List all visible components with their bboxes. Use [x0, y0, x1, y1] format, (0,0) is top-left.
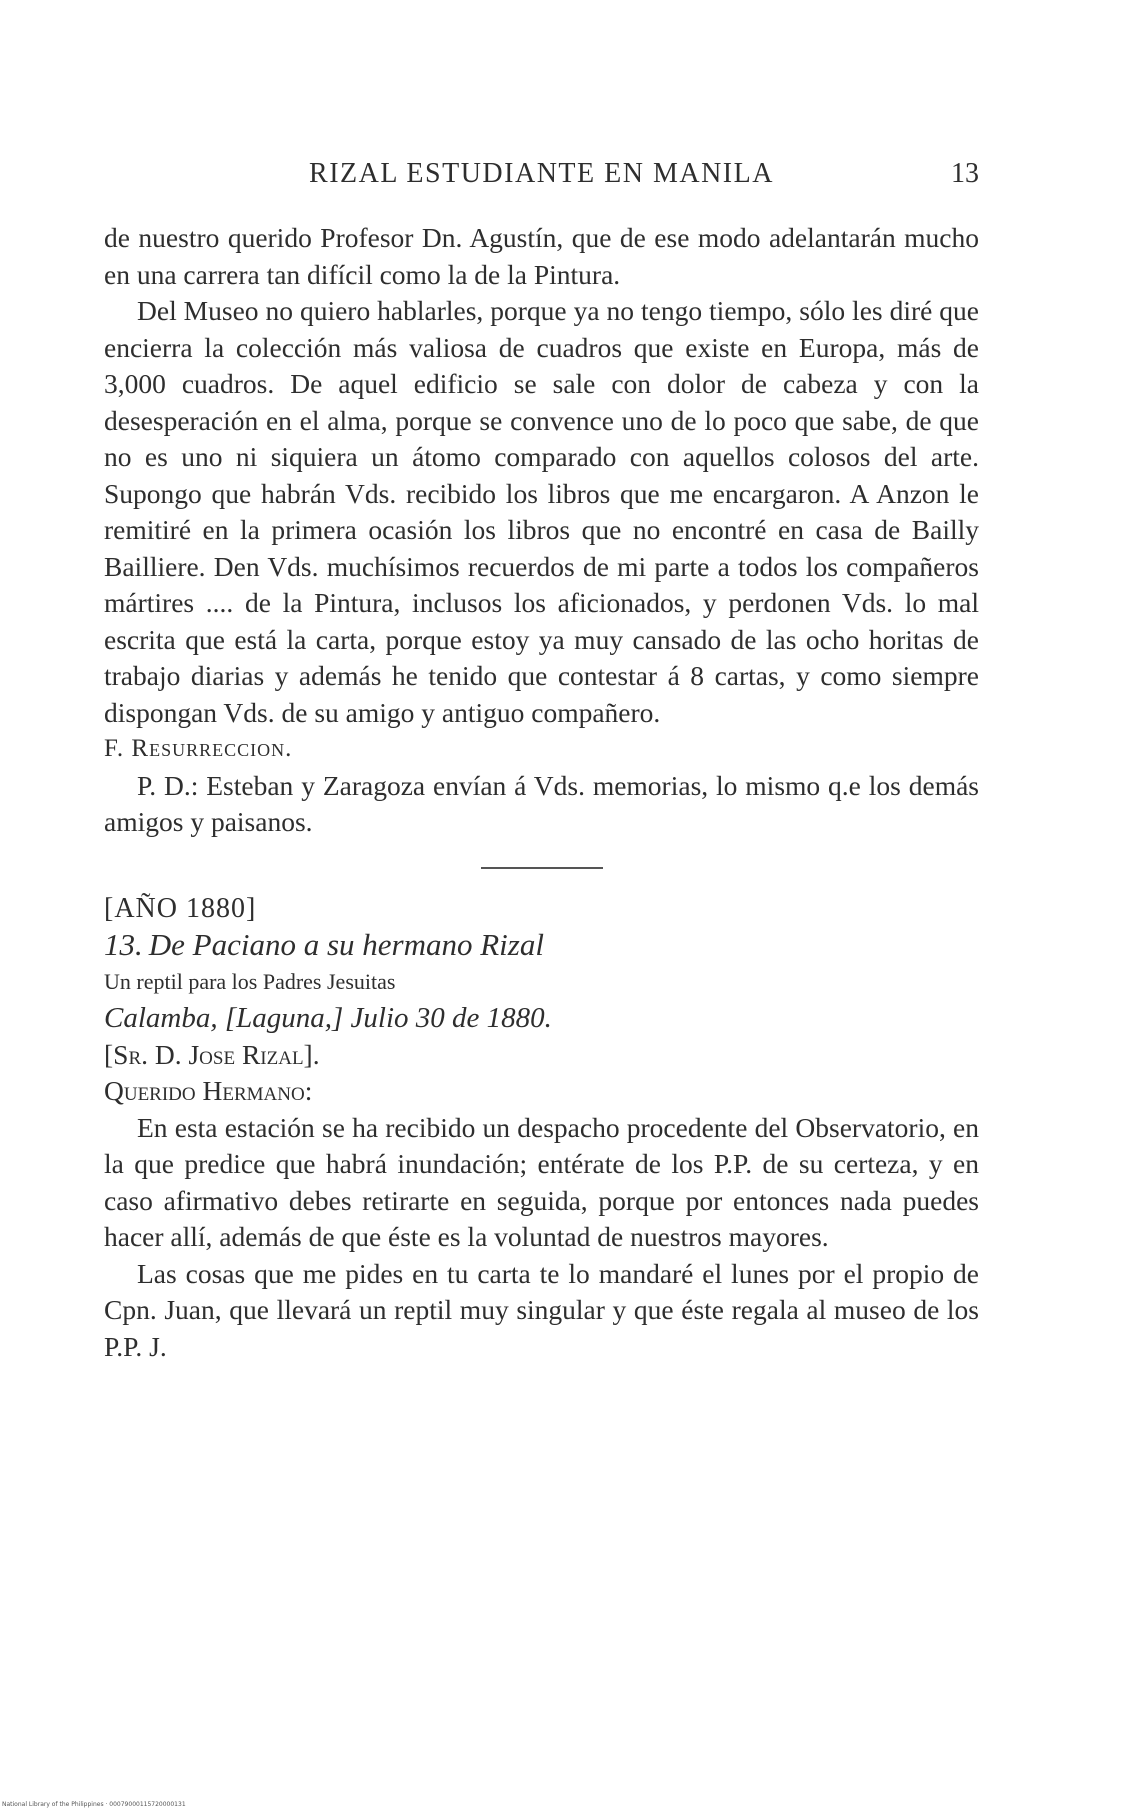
salutation: Querido Hermano: — [104, 1075, 313, 1106]
page-number: 13 — [951, 158, 979, 189]
letter-12-paragraph-2: Del Museo no quiero hablarles, porque ya no tengo tiempo, sólo les diré que encierra la colección más valiosa de cuadros que existe en Europa, más de 3,000 cuadros. De aquel edificio se sale con dolor de cabeza y con la desesperación en el alma, porque se convence uno de lo poco que sabe, de que no es uno ni siquiera un átomo comparado con aquellos colosos del arte. Supongo que habrán Vds. recibido los libros que me encargaron. A Anzon le remitiré en la primera ocasión los libros que no encontré en casa de Bailly Bailliere. Den Vds. muchísimos recuerdos de mi parte a todos los compañeros mártires .... de la Pintura, inclusos los aficionados, y perdonen Vds. lo mal escrita que está la carta, porque estoy ya muy cansado de las ocho horitas de trabajo diarias y además he tenido que contestar á 8 cartas, y como siempre dispongan Vds. de su amigo y antiguo compañero. — [104, 295, 979, 728]
year-heading: [AÑO 1880] — [104, 892, 257, 924]
body-text — [104, 220, 979, 1365]
footer-credit: National Library of the Philippines · 00079000115720000131 — [2, 1801, 186, 1808]
signature: F. Resurreccion. — [104, 735, 293, 762]
letter-subtitle: Un reptil para los Padres Jesuitas — [104, 968, 396, 994]
letter-title-text: De Paciano a su hermano Rizal — [148, 927, 544, 962]
recipient: [Sr. D. Jose Rizal]. — [104, 1038, 320, 1070]
postscript: P. D.: Esteban y Zaragoza envían á Vds. memorias, lo mismo q.e los demás amigos y paisanos. — [104, 769, 979, 837]
dateline: Calamba, [Laguna,] Julio 30 de 1880. — [104, 1002, 552, 1034]
running-head — [104, 158, 979, 198]
letter-number: 13. — [104, 927, 143, 962]
letter-title — [104, 927, 979, 964]
running-title: RIZAL ESTUDIANTE EN MANILA — [309, 158, 774, 189]
letter-13-paragraph-1: En esta estación se ha recibido un despacho procedente del Observatorio, en la que predice que habrá inundación; entérate de los P.P. de su certeza, y en caso afirmativo debes retirarte en seguida, porque por entonces nada puedes hacer allí, además de que éste es la voluntad de nuestros mayores. — [104, 1111, 979, 1252]
section-divider — [481, 867, 603, 869]
letter-13-paragraph-2: Las cosas que me pides en tu carta te lo mandaré el lunes por el propio de Cpn. Juan, que llevará un reptil muy singular y que éste regala al museo de los P.P. J. — [104, 1257, 979, 1362]
letter-12-paragraph-1: de nuestro querido Profesor Dn. Agustín, que de ese modo adelantarán mucho en una carrera tan difícil como la de la Pintura. — [104, 222, 979, 290]
